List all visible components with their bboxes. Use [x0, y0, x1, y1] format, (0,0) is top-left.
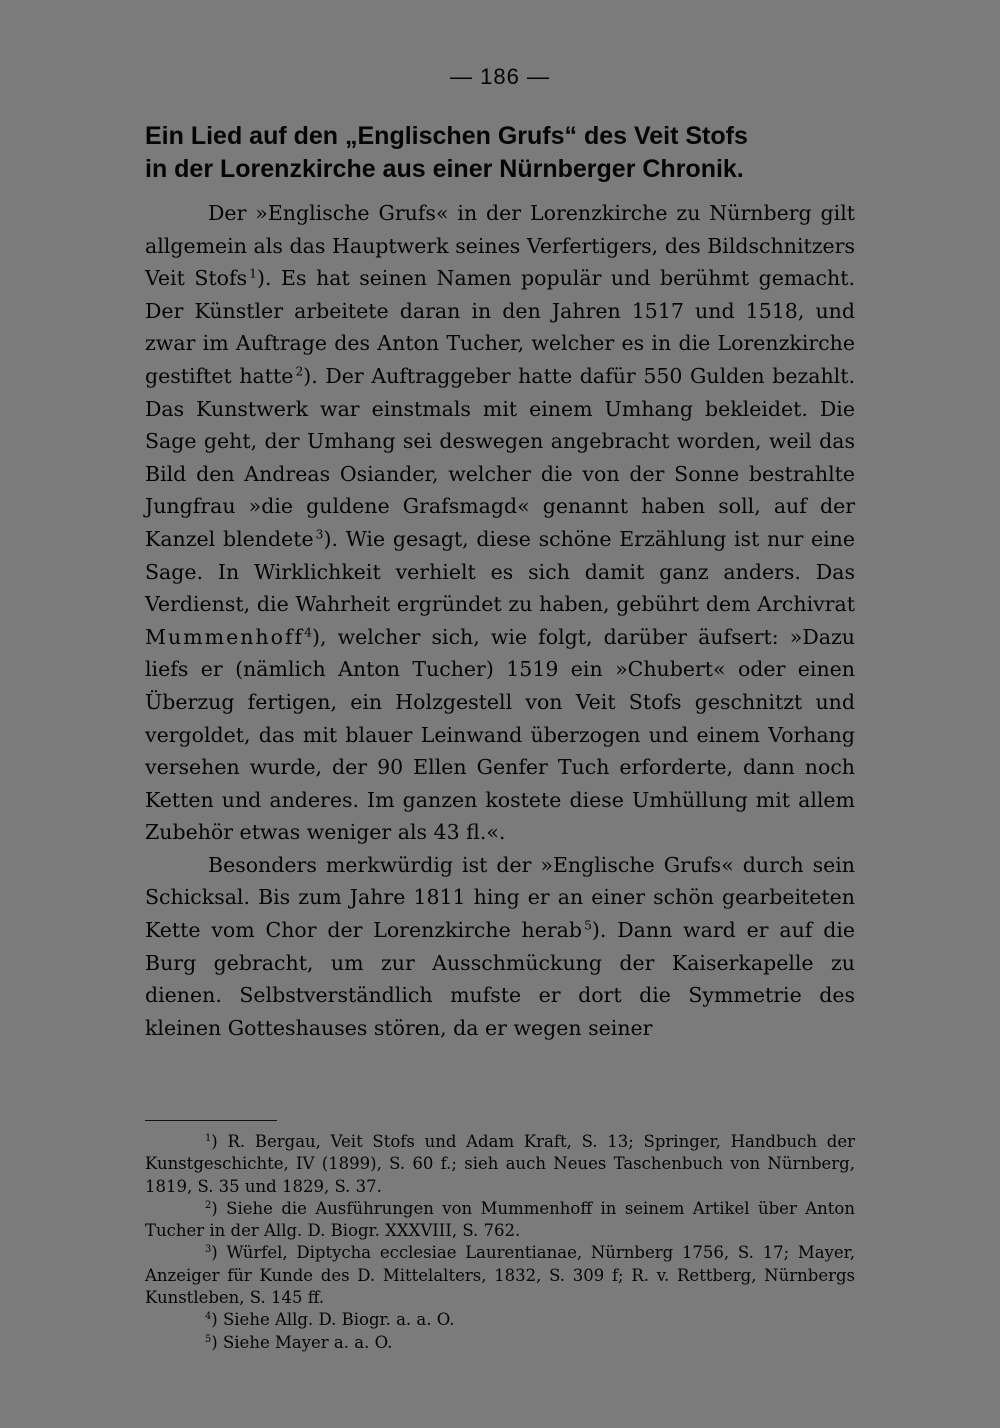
body-text [145, 197, 855, 1044]
paragraph-1-part-d: ). Wie gesagt, diese schöne Erzählung ist nur eine Sage. In Wirklichkeit verhielt es sich damit ganz anders. Das Verdienst, die Wahrheit ergründet zu haben, gebührt dem Archivrat [145, 526, 855, 617]
footnote-divider [145, 1120, 277, 1121]
footnote-text: ) Siehe die Ausführungen von Mummenhoff in seinem Artikel über Anton Tucher in der Allg. D. Biogr. XXXVIII, S. 762. [145, 1198, 855, 1241]
footnote-text: ) Würfel, Diptycha ecclesiae Laurentianae, Nürnberg 1756, S. 17; Mayer, Anzeiger für Kunde des D. Mittelalters, 1832, S. 309 f; R. v. Rettberg, Nürnbergs Kunstleben, S. 145 ff. [145, 1243, 855, 1308]
footnote-1 [145, 1131, 855, 1198]
paragraph-1 [145, 197, 855, 849]
paragraph-2-part-b: ). Dann ward er auf die Burg gebracht, um zur Ausschmückung der Kaiserkapelle zu dienen. Selbstverständlich mufste er dort die Symmetrie des kleinen Gotteshauses stören, da er wegen seiner [145, 918, 856, 1040]
paragraph-1-part-a: Der »Englische Grufs« in der Lorenzkirche zu Nürnberg gilt allgemein als das Hauptwerk seines Verfertigers, des Bildschnitzers Veit Stofs [145, 201, 855, 291]
footnote-5 [145, 1332, 855, 1354]
paragraph-1-part-e: ), welcher sich, wie folgt, darüber äufsert: »Dazu liefs er (nämlich Anton Tucher) 1519 ein »Chubert« oder einen Überzug fertigen, ein Holzgestell von Veit Stofs geschnitzt und vergoldet, das mit blauer Leinwand überzogen und einem Vorhang versehen wurde, der 90 Ellen Genfer Tuch erforderte, dann noch Ketten und anderes. Im ganzen kostete diese Umhüllung mit allem Zubehör etwas weniger als 43 fl.«. [145, 624, 855, 845]
footnote-mark: 4 [205, 1311, 212, 1323]
footnote-mark: 1 [205, 1133, 212, 1145]
footnote-text: ) Siehe Mayer a. a. O. [211, 1332, 393, 1352]
footnote-2 [145, 1198, 855, 1243]
footnote-mark: 5 [205, 1333, 212, 1345]
footnote-ref-3: 3 [315, 527, 324, 542]
footnote-mark: 3 [205, 1244, 212, 1256]
paragraph-1-part-b: ). Es hat seinen Namen populär und berühmt gemacht. Der Künstler arbeitete daran in den Jahren 1517 und 1518, und zwar im Auftrage des Anton Tucher, welcher es in die Lorenzkirche gestiftet hatte [145, 266, 855, 388]
title-line-1: Ein Lied auf den „Englischen Grufs“ des Veit Stofs [145, 122, 748, 150]
footnote-text: ) R. Bergau, Veit Stofs und Adam Kraft, S. 13; Springer, Handbuch der Kunstgeschichte, IV (1899), S. 60 f.; sieh auch Neues Taschenbuch von Nürnberg, 1819, S. 35 und 1829, S. 37. [145, 1132, 855, 1196]
article-title [145, 120, 865, 186]
footnote-ref-2: 2 [295, 364, 304, 379]
paragraph-2 [145, 849, 855, 1045]
footnote-mark: 2 [205, 1199, 212, 1211]
paragraph-2-part-a: Besonders merkwürdig ist der »Englische Grufs« durch sein Schicksal. Bis zum Jahre 1811 hing er an einer schön gearbeiteten Kette vom Chor der Lorenzkirche herab [145, 852, 855, 943]
title-line-2: in der Lorenzkirche aus einer Nürnberger Chronik. [145, 155, 744, 183]
footnote-4 [145, 1309, 855, 1331]
paragraph-1-part-c: ). Der Auftraggeber hatte dafür 550 Gulden bezahlt. Das Kunstwerk war einstmals mit einem Umhang bekleidet. Die Sage geht, der Umhang sei deswegen angebracht worden, weil das Bild den Andreas Osiander, welcher die von der Sonne bestrahlte Jungfrau »die guldene Grafsmagd« genannt haben soll, auf der Kanzel blendete [145, 363, 855, 551]
footnote-text: ) Siehe Allg. D. Biogr. a. a. O. [211, 1310, 455, 1330]
spaced-name: Mummenhoff [145, 624, 305, 649]
footnote-3 [145, 1242, 855, 1309]
footnote-ref-5: 5 [584, 918, 592, 933]
footnote-ref-4: 4 [304, 625, 312, 640]
footnote-ref-1: 1 [249, 266, 257, 281]
page-number: — 186 — [450, 64, 550, 89]
footnotes [145, 1131, 855, 1354]
